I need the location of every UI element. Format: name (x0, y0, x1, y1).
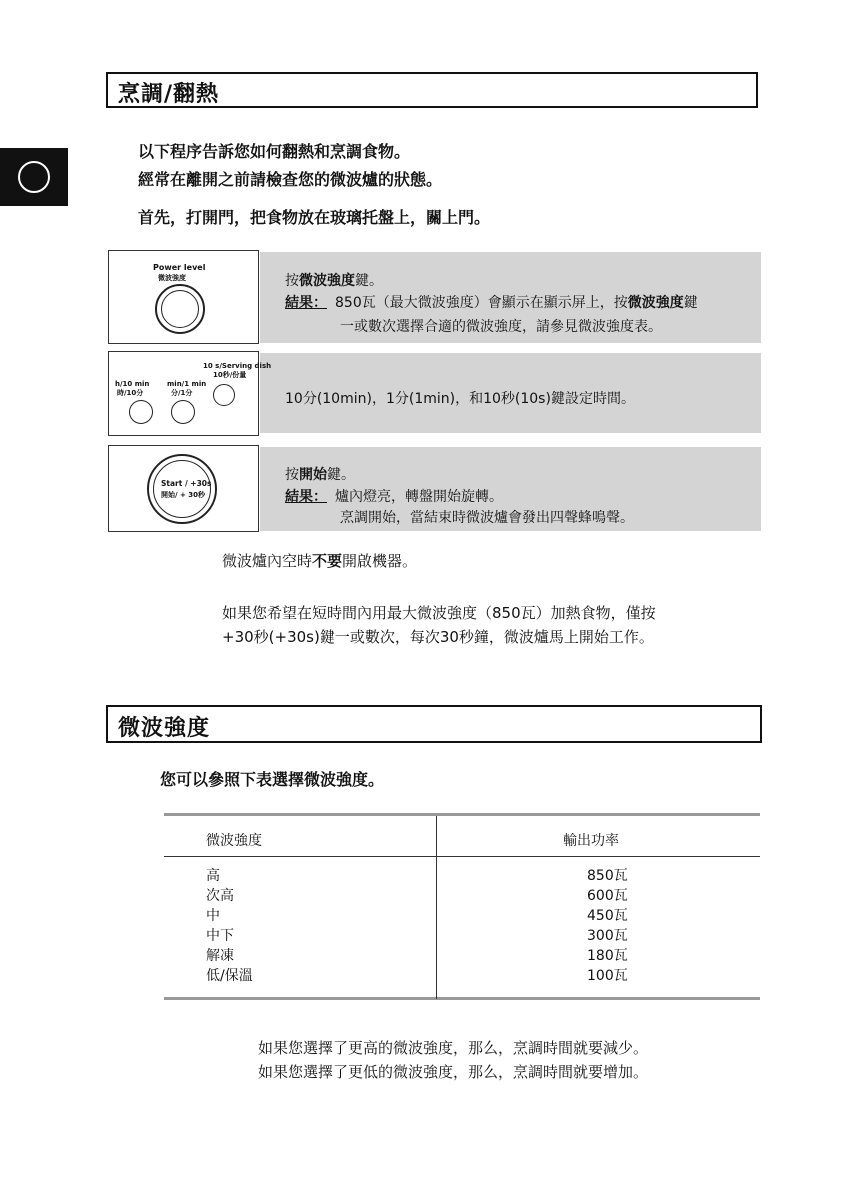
table-row: 高 (206, 868, 220, 884)
quick-start-line-1: 如果您希望在短時間內用最大微波強度（850瓦）加熱食物，僅按 (222, 604, 656, 622)
power-level-label-zh: 微波強度 (158, 274, 186, 282)
intro-line-2: 經常在離開之前請檢查您的微波爐的狀態。 (138, 170, 443, 189)
power-intro: 您可以參照下表選擇微波強度。 (160, 770, 385, 789)
power-level-panel (108, 250, 259, 344)
table-row: 次高 (206, 888, 234, 904)
table-row: 180瓦 (587, 948, 628, 964)
table-level-column (206, 866, 253, 986)
one-minute-label-en: min/1 min (167, 380, 207, 388)
power-level-button[interactable] (155, 284, 205, 334)
table-row: 低/保溫 (206, 968, 253, 984)
table-column-divider (436, 816, 437, 999)
step3-instruction: 按開始鍵。 (285, 467, 355, 483)
section-header-power-level (106, 705, 762, 743)
footer-note-1: 如果您選擇了更高的微波強度，那么，烹調時間就要減少。 (258, 1039, 649, 1057)
table-row: 450瓦 (587, 908, 628, 924)
table-row: 600瓦 (587, 888, 628, 904)
start-button[interactable] (147, 454, 217, 524)
intro-line-1: 以下程序告訴您如何翻熱和烹調食物。 (138, 142, 411, 161)
ten-minute-label-en: h/10 min (115, 380, 150, 388)
one-minute-button[interactable] (171, 400, 195, 424)
footer-note-2: 如果您選擇了更低的微波強度，那么，烹調時間就要增加。 (258, 1063, 649, 1081)
one-minute-label-zh: 分/1分 (171, 389, 193, 397)
language-tab (0, 148, 68, 206)
table-row: 中下 (206, 928, 234, 944)
step2-instruction: 10分(10min)，1分(1min)，和10秒(10s)鍵設定時間。 (285, 391, 635, 407)
table-header-output: 輸出功率 (563, 833, 619, 849)
table-row: 解凍 (206, 948, 234, 964)
table-row: 中 (206, 908, 220, 924)
step3-result: 結果： 爐內燈亮，轉盤開始旋轉。 (285, 489, 503, 505)
table-power-column (587, 866, 628, 986)
table-bottom-rule (164, 997, 760, 1000)
ten-second-label-zh: 10秒/份量 (213, 371, 247, 379)
start-label-en: Start / +30s (161, 479, 212, 488)
ten-minute-button[interactable] (129, 400, 153, 424)
section-header-cooking (106, 72, 758, 108)
step1-result: 結果： 850瓦（最大微波強度）會顯示在顯示屏上，按微波強度鍵 (285, 295, 698, 311)
table-row: 850瓦 (587, 868, 628, 884)
power-level-button-inner (161, 290, 199, 328)
language-circle-icon (18, 161, 50, 193)
time-buttons-panel (108, 351, 272, 436)
table-row: 300瓦 (587, 928, 628, 944)
section-title: 烹調/翻熱 (118, 82, 220, 107)
step1-result-line2: 一或數次選擇合適的微波強度，請參見微波強度表。 (340, 319, 662, 335)
intro-line-3: 首先，打開門，把食物放在玻璃托盤上，關上門。 (138, 208, 491, 227)
start-label-zh: 開始/ + 30秒 (161, 491, 206, 499)
power-level-label-en: Power level (153, 263, 206, 272)
table-header-rule (164, 856, 760, 857)
table-header-level: 微波強度 (206, 833, 262, 849)
table-row: 100瓦 (587, 968, 628, 984)
table-top-rule (164, 813, 760, 816)
ten-second-button[interactable] (213, 384, 235, 406)
quick-start-line-2: +30秒(+30s)鍵一或數次，每次30秒鐘，微波爐馬上開始工作。 (222, 628, 654, 646)
ten-minute-label-zh: 時/10分 (117, 389, 144, 397)
empty-warning: 微波爐內空時不要開啟機器。 (222, 552, 418, 570)
start-panel (108, 445, 259, 532)
ten-second-label-en: 10 s/Serving dish (203, 362, 272, 370)
start-button-inner (153, 460, 211, 518)
step3-result-line2: 烹調開始，當結束時微波爐會發出四聲蜂鳴聲。 (340, 510, 634, 526)
step1-instruction: 按微波強度鍵。 (285, 273, 383, 289)
section-title: 微波強度 (118, 716, 211, 741)
